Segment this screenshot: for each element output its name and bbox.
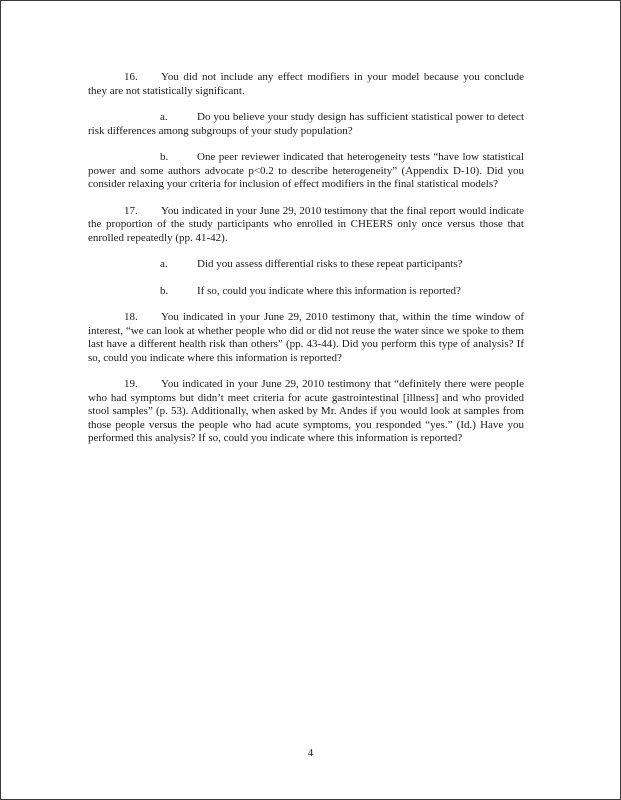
page-number: 4 — [307, 747, 314, 759]
question-16a — [88, 111, 524, 138]
question-text: You indicated in your June 29, 2010 testimony that, within the time window of interest, “we can look at whether people who did or did not reuse the water since we spoke to them last have a different health risk than others” (pp. 43-44). Did you perform this type of analysis? If so, could you indicate where this information is reported? — [88, 311, 524, 364]
subquestion-text: Do you believe your study design has sufficient statistical power to detect risk differences among subgroups of your study population? — [88, 111, 524, 137]
subquestion-text: One peer reviewer indicated that heterogeneity tests “have low statistical power and some authors advocate p<0.2 to describe heterogeneity” (Appendix D-10). Did you consider relaxing your criteria for inclusion of effect modifiers in the final statistical models? — [88, 151, 524, 190]
document-body — [88, 71, 524, 446]
question-17a — [88, 258, 524, 272]
question-18 — [88, 311, 524, 365]
question-text: You did not include any effect modifiers in your model because you conclude they are not statistically significant. — [88, 71, 524, 97]
question-number: 16. — [124, 71, 138, 83]
subquestion-letter: a. — [160, 258, 168, 270]
subquestion-text: If so, could you indicate where this information is reported? — [197, 284, 461, 297]
question-17 — [88, 205, 524, 246]
subquestion-letter: b. — [160, 284, 169, 297]
question-16b — [88, 151, 524, 192]
question-number: 19. — [124, 378, 138, 390]
question-17b — [88, 285, 524, 299]
subquestion-letter: b. — [160, 151, 169, 163]
question-text: You indicated in your June 29, 2010 testimony that the final report would indicate the proportion of the study participants who enrolled in CHEERS only once versus those that enrolled repeatedly (pp. 41-42). — [88, 204, 524, 244]
question-number: 17. — [124, 204, 138, 217]
question-text: You indicated in your June 29, 2010 testimony that “definitely there were people who had symptoms but didn’t meet criteria for acute gastrointestinal [illness] and who provided stool samples” (p. 53). Additionally, when asked by Mr. Andes if you would look at samples from those people versus the people who had acute symptoms, you responded “yes.” (Id.) Have you performed this analysis? If so, could you indicate where this information is reported? — [88, 378, 524, 444]
question-19 — [88, 378, 524, 446]
question-16 — [88, 71, 524, 98]
question-number: 18. — [124, 311, 138, 323]
subquestion-letter: a. — [160, 111, 168, 123]
subquestion-text: Did you assess differential risks to these repeat participants? — [197, 258, 463, 270]
